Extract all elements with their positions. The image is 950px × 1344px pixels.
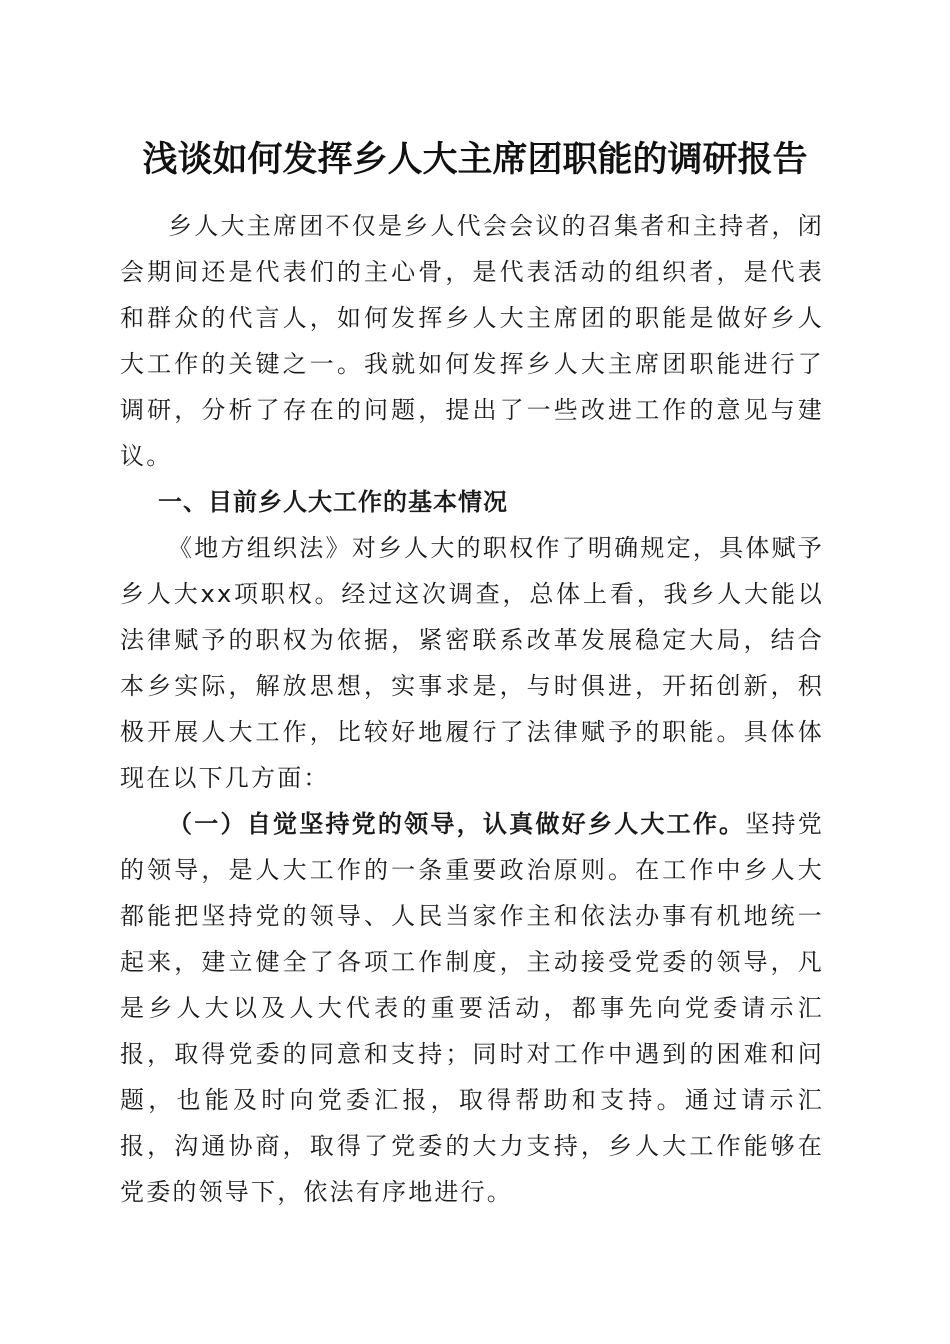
intro-paragraph: 乡人大主席团不仅是乡人代会会议的召集者和主持者，闭会期间还是代表们的主心骨，是代表活动的组织者，是代表和群众的代言人，如何发挥乡人大主席团的职能是做好乡人大工作的关键之一。我就如何发挥乡人大主席团职能进行了调研，分析了存在的问题，提出了一些改进工作的意见与建议。	[120, 212, 824, 470]
subsection-1-paragraph	[120, 801, 824, 1215]
section-1-paragraph: 《地方组织法》对乡人大的职权作了明确规定，具体赋予乡人大xx项职权。经过这次调查，总体上看，我乡人大能以法律赋予的职权为依据，紧密联系改革发展稳定大局，结合本乡实际，解放思想，实事求是，与时俱进，开拓创新，积极开展人大工作，比较好地履行了法律赋予的职能。具体体现在以下几方面：	[120, 534, 824, 792]
section-heading-1: 一、目前乡人大工作的基本情况	[158, 488, 508, 516]
subsection-heading-1: （一）自觉坚持党的领导，认真做好乡人大工作。	[168, 810, 746, 838]
document-title: 浅谈如何发挥乡人大主席团职能的调研报告	[142, 139, 808, 180]
subsection-1-body: 坚持党的领导，是人大工作的一条重要政治原则。在工作中乡人大都能把坚持党的领导、人民当家作主和依法办事有机地统一起来，建立健全了各项工作制度，主动接受党委的领导，凡是乡人大以及人大代表的重要活动，都事先向党委请示汇报，取得党委的同意和支持；同时对工作中遇到的困难和问题，也能及时向党委汇报，取得帮助和支持。通过请示汇报，沟通协商，取得了党委的大力支持，乡人大工作能够在党委的领导下，依法有序地进行。	[120, 810, 824, 1206]
document-body	[120, 203, 824, 1215]
